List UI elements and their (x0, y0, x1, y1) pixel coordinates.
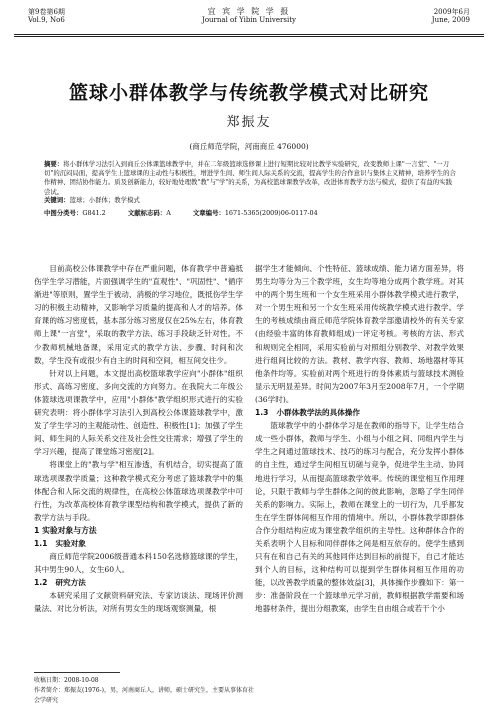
keywords-label: 关键词： (44, 196, 70, 204)
keywords (44, 196, 458, 205)
abstract-tail: 质及创新能力，较好地处理教"教"与"学"的关系，为高校篮球课教学改革，改进体育教学方法与模式，提供了有益的实践尝试。 (44, 178, 452, 196)
issue-date (432, 8, 470, 24)
section-heading: 1 实验对象与方法 (34, 525, 97, 535)
subsection-number: 1.1 (34, 538, 48, 548)
clc-label: 中图分类号： (44, 209, 83, 217)
body-paragraph: 针对以上问题，本文提出高校篮球教学应向"小群体"组织形式、高练习密度、多向交流的方向努力。在我院大二年级公体篮球选项课教学中，应用"小群体"教学组织形式进行的实验研究表明：将小群体学习法引入到高校公体课篮球教学中，激发了学生学习的主观能动性、创造性、积极性[1]；加强了学生间、师生间的人际关系交往及社会性交往需求；增强了学生的学习兴趣，提高了课堂练习密度[2]。 (34, 368, 243, 457)
doc-code: A (166, 209, 171, 217)
body-paragraph: 将课堂上的"教与学"相互渗透，有机结合，切实提高了篮球选项课教学质量；这种教学模式充分考虑了篮球教学中的集体配合和人际交流的规律性，在高校公体篮球选项课教学中可行性，为改革高校体育教学课型结构和教学模式，提供了新的教学方法与手段。 (34, 460, 243, 522)
subsection-number: 1.2 (34, 578, 48, 588)
received-date: 收稿日期：2008-10-08 (34, 677, 99, 684)
body-paragraph: 商丘师范学院2006级普通本科150名选修篮球课的学生，其中男生90人，女生60人。 (34, 552, 243, 575)
subsection-heading (34, 576, 243, 589)
journal-name (14, 8, 484, 24)
affiliation: (商丘师范学院，河南商丘 476000) (189, 142, 309, 151)
subsection-heading (34, 537, 243, 550)
issue-date-cn: 2009年6月 (433, 8, 470, 16)
header-rule (14, 34, 484, 35)
body-column-left (34, 262, 243, 616)
body-column-right (255, 262, 464, 616)
body-paragraph: 篮球教学中的小群体学习是在教师的指导下，让学生结合成一些小群体，教师与学生、小组与小组之间、同组内学生与学生之间通过篮球技术、技巧的练习与配合，充分发挥小群体的自主性，通过学生间相互切磋与竞争，促进学生主动、协同地进行学习，从而提高篮球教学效率。传统的课堂相互作用理论，只限于教师与学生群体之间的彼此影响，忽略了学生同伴关系的影响力。实际上，教师在课堂上的一切行为，几乎都发生在学生群体间相互作用的情境中。所以，小群体教学即群体合作分组结构应成为课堂教学组织的主导性。这种群体合作的关系表明个人目标和同伴群体之间是相互依存的。使学生感到只有在和自己有关的其他同伴达到目标的前提下，自己才能达到个人的目标，这种结构可以提到学生群体间相互作用的功能，以改善教学质量的整体效益[3]，具体操作步骤如下：第一步：准备阶段在一个篮球单元学习前，教师根据教学需要和场地器材条件，提出分组教案，由学生自由组合或若干个小 (255, 421, 464, 614)
footnote-rule (34, 672, 120, 673)
abstract-text: 将小群体学习法引入到商丘公体课篮球教学中，并在二年级篮球选修课上进行短期比较对比教学实验研究，改变教师上课"一言堂"、"一刀切"的沉闷局面，提高学生上篮球课的主动性与积极性，增进学生间、师生间人际关系的交流，提高学生的合作意识与集体主义精神，培养学生的合作精神、团结协作能力。 (44, 160, 456, 187)
body-paragraph: 目前高校公体课教学中存在严重问题，体育教学中普遍抵伤学生学习潜能，片面强调学生的"直观性"、"巩固性"、"循序渐进"等原则，置学生于被动、消极的学习地位，既抵伤学生学习的积极主动精神，又影响学习质量的提高和人才的培养。体育课的练习密度低，基本部分练习密度仅在25%左右，体育教师上课"一言堂"，采取的教学方法、练习手段缺乏针对性。不少教师机械地备课，采用定式的教学方法、步骤、时间和次数，学生没有或很少有自主的时间和空间，相互间交往少。 (34, 264, 243, 365)
subsection-title: 实验对象 (55, 538, 86, 548)
author-name: 郑振友 (226, 115, 272, 130)
subsection-number: 1.3 (255, 408, 269, 418)
issue-date-en: June, 2009 (431, 16, 470, 24)
author-bio: 作者简介：郑振友(1976-)，男，河南商丘人，讲师，硕士研究生，主要从事体育社会学研究 (34, 687, 254, 704)
classification-line (44, 209, 458, 218)
running-header (14, 8, 484, 32)
subsection-heading (255, 406, 464, 419)
subsection-title: 小群体教学法的具体操作 (276, 408, 360, 418)
abstract (44, 160, 458, 197)
footnote (34, 676, 254, 706)
clc-code: G841.2 (82, 209, 106, 217)
article-no-label: 文章编号： (192, 209, 225, 217)
abstract-label: 摘要： (44, 160, 64, 168)
article-no: 1671-5365(2009)06-0117-04 (224, 209, 318, 217)
journal-name-en: Journal of Yibin University (202, 16, 296, 24)
header-rule-thin (14, 36, 484, 37)
volume-en: Vol.9, No6 (28, 16, 65, 24)
body-paragraph: 据学生才能倾向、个性特征、篮球成绩、能力诸方面差异，将男生均等分为三个教学班，女生均等地分成两个教学班。对其中的两个男生班和一个女生班采用小群体教学模式进行教学，对一个男生班和另一个女生班采用传统教学模式进行教学。学生的考核成绩由商丘师范学院体育教学部邀请校外的有关专家(由经验丰富的体育教师组成)一评定考核。考核的方法、形式和规则完全相同，采用实验前与对照组分别教学、对教学效果进行组间比较的方法。教材、教学内容、教师、场地器材等其他条件均等。实验前对两个班进行的身体素质与篮球技术测验显示无明显差异。时间为2007年3月至2008年7月，一个学期(36学时)。 (255, 264, 464, 404)
paper-title: 篮球小群体教学与传统教学模式对比研究 (68, 82, 429, 104)
body-paragraph: 本研究采用了文献资料研究法、专家访谈法、现场评价测量法、对比分析法，对所有男女生的现场观察测量，根 (34, 591, 243, 614)
doc-code-label: 文献标志码： (127, 209, 167, 217)
volume-cn: 第9卷第6期 (28, 8, 65, 16)
keywords-text: 篮球；小群体；教学模式 (69, 196, 140, 204)
subsection-title: 研究方法 (55, 578, 86, 588)
journal-name-cn: 宜 宾 学 院 学 报 (207, 7, 291, 16)
